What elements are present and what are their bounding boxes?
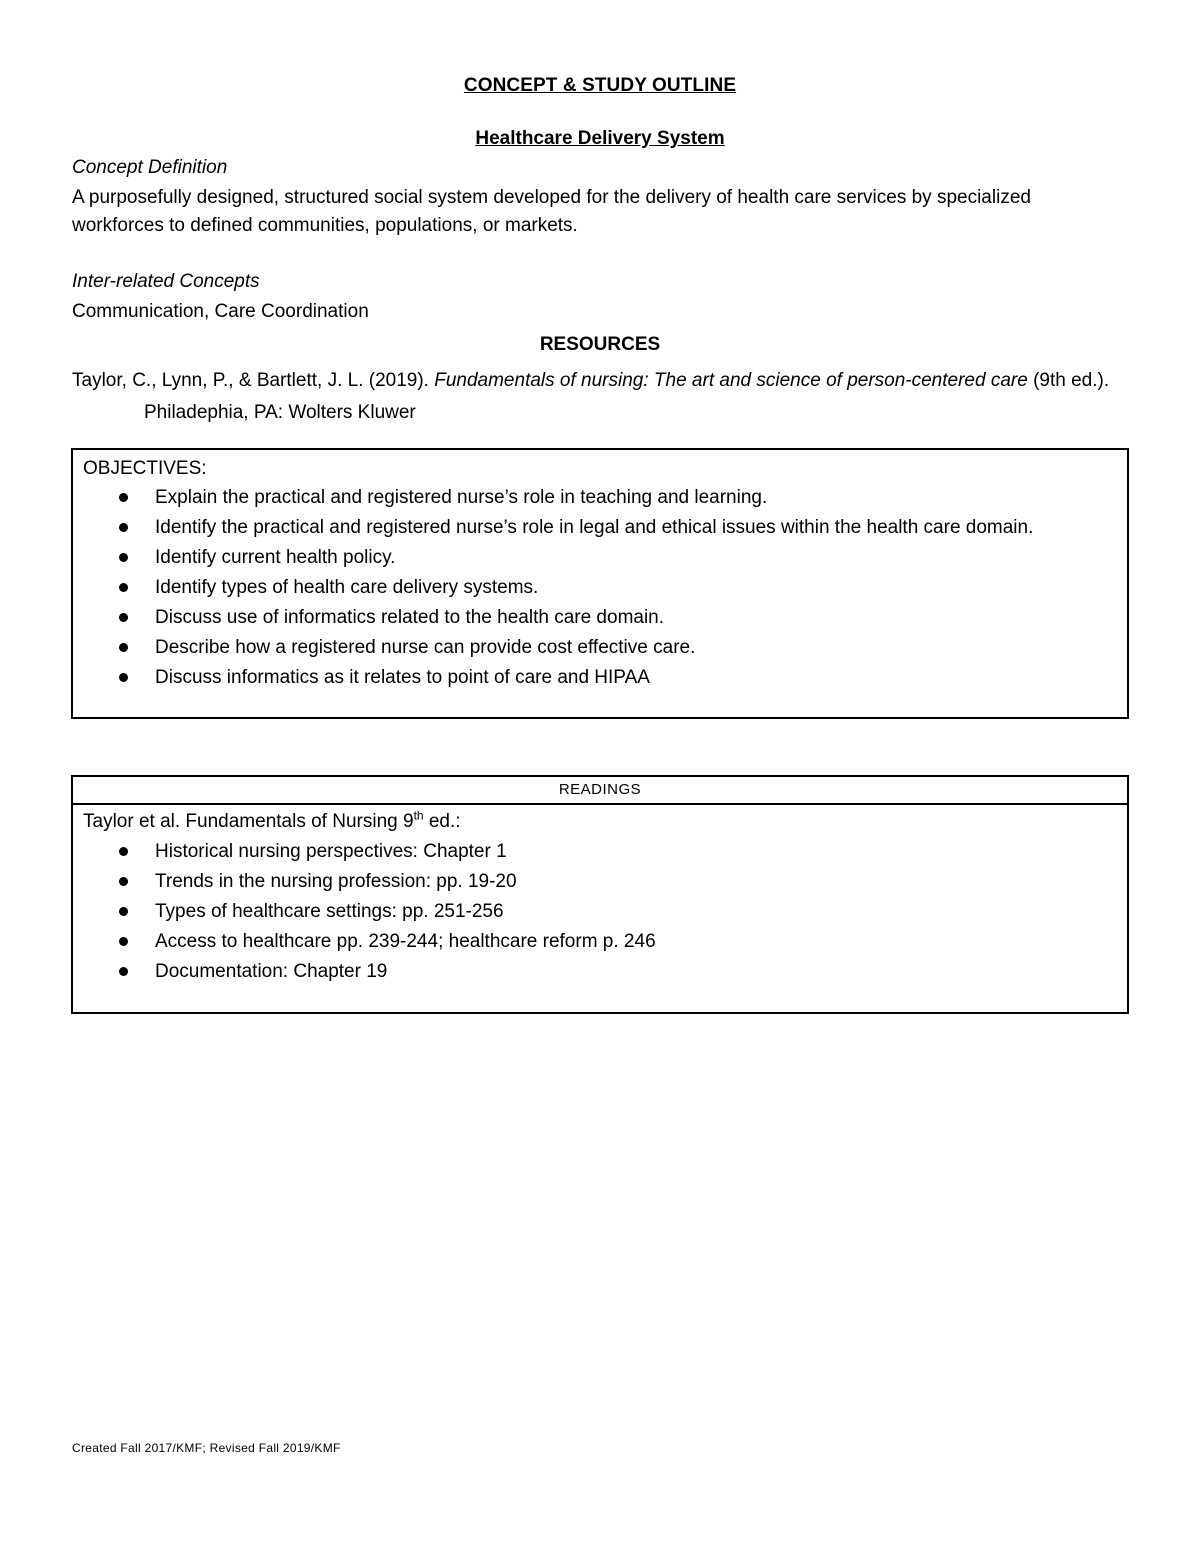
citation-rest: (9th ed.). Philadephia, PA: Wolters Kluwer — [144, 370, 1110, 423]
resource-citation — [72, 365, 1194, 429]
bullet-icon — [119, 553, 128, 562]
readings-box — [71, 775, 1129, 1014]
concept-definition-text: A purposefully designed, structured social system developed for the delivery of health care services by specialized workforces to defined communities, populations, or markets. — [72, 187, 1031, 236]
objectives-list — [83, 483, 1117, 692]
bullet-icon — [119, 493, 128, 502]
citation-authors: Taylor, C., Lynn, P., & Bartlett, J. L. (2019). — [72, 370, 435, 391]
objective-item: Discuss use of informatics related to the health care domain. — [83, 603, 1117, 632]
bullet-icon — [119, 583, 128, 592]
bullet-icon — [119, 877, 128, 886]
bullet-icon — [119, 967, 128, 976]
concept-definition-label: Concept Definition — [72, 157, 228, 178]
objective-item: Identify current health policy. — [83, 543, 1117, 572]
page-subtitle: Healthcare Delivery System — [475, 128, 725, 149]
readings-list — [83, 837, 1117, 986]
citation-title: Fundamentals of nursing: The art and science of person-centered care — [434, 370, 1028, 391]
footer-note: Created Fall 2017/KMF; Revised Fall 2019/KMF — [72, 1441, 341, 1455]
bullet-icon — [119, 673, 128, 682]
reading-item: Trends in the nursing profession: pp. 19-20 — [83, 867, 1117, 896]
bullet-icon — [119, 523, 128, 532]
page-title: CONCEPT & STUDY OUTLINE — [463, 75, 737, 96]
reading-item: Access to healthcare pp. 239-244; healthcare reform p. 246 — [83, 927, 1117, 956]
objective-item: Describe how a registered nurse can provide cost effective care. — [83, 633, 1117, 662]
reading-item: Historical nursing perspectives: Chapter 1 — [83, 837, 1117, 866]
bullet-icon — [119, 613, 128, 622]
resources-heading: RESOURCES — [539, 334, 661, 355]
interrelated-concepts-label: Inter-related Concepts — [72, 271, 260, 292]
readings-intro: Taylor et al. Fundamentals of Nursing 9th ed.: — [83, 808, 461, 832]
objective-item: Explain the practical and registered nurse’s role in teaching and learning. — [83, 483, 1117, 512]
objective-item: Discuss informatics as it relates to point of care and HIPAA — [83, 663, 1117, 692]
bullet-icon — [119, 907, 128, 916]
objectives-heading: OBJECTIVES: — [83, 458, 207, 479]
readings-body — [73, 805, 1127, 986]
readings-heading: READINGS — [73, 777, 1127, 805]
objective-item: Identify the practical and registered nurse’s role in legal and ethical issues within the health care domain. — [83, 513, 1117, 542]
bullet-icon — [119, 937, 128, 946]
bullet-icon — [119, 643, 128, 652]
objectives-box — [71, 448, 1129, 719]
reading-item: Types of healthcare settings: pp. 251-256 — [83, 897, 1117, 926]
interrelated-concepts-text: Communication, Care Coordination — [72, 301, 369, 322]
reading-item: Documentation: Chapter 19 — [83, 957, 1117, 986]
objective-item: Identify types of health care delivery systems. — [83, 573, 1117, 602]
bullet-icon — [119, 847, 128, 856]
